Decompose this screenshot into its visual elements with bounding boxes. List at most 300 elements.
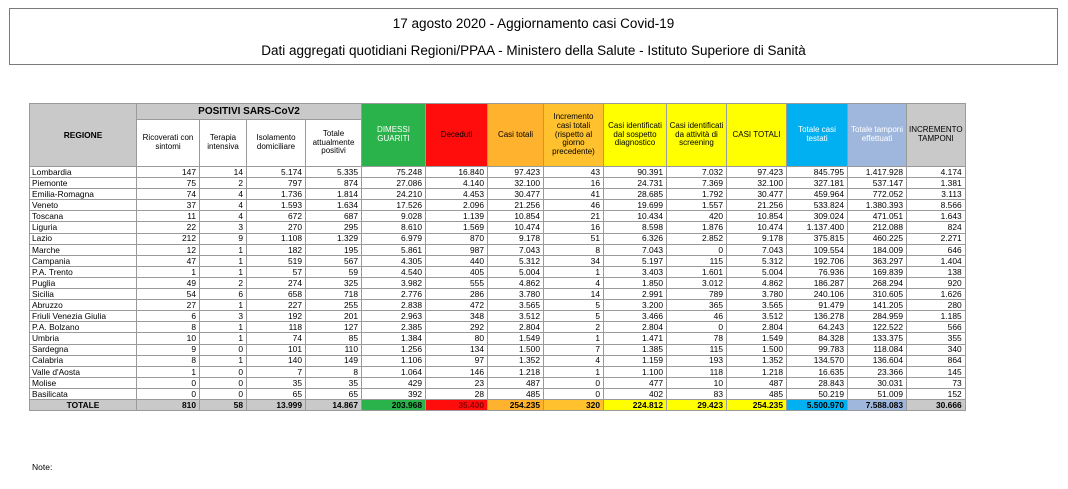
table-cell: 51.009 [848,388,907,399]
table-cell: 1.471 [604,333,667,344]
casi-sospetto-diagnostico-header: Casi identificati dal sospetto diagnostico [604,104,667,167]
table-cell: 2 [200,277,247,288]
table-cell: 5.174 [247,167,306,178]
total-cell: 224.812 [604,399,667,410]
table-cell: 1.626 [907,289,966,300]
table-cell: 4 [200,211,247,222]
table-cell: 1.106 [362,355,426,366]
table-cell: 0 [667,322,727,333]
table-cell: 1.385 [604,344,667,355]
table-cell: 14 [200,167,247,178]
table-cell: 133.375 [848,333,907,344]
table-cell: 101 [247,344,306,355]
table-cell: 75 [137,178,200,189]
notes-label: Note: [32,462,53,472]
region-name: Piemonte [30,178,137,189]
table-row [30,388,966,399]
table-cell: 7 [247,366,306,377]
table-cell: 65 [306,388,362,399]
table-row [30,366,966,377]
table-cell: 1.218 [727,366,787,377]
table-cell: 1.643 [907,211,966,222]
table-cell: 355 [907,333,966,344]
table-cell: 7.043 [488,244,544,255]
table-row [30,211,966,222]
table-cell: 566 [907,322,966,333]
table-cell: 34 [544,255,604,266]
table-cell: 27 [137,300,200,311]
total-cell: 254.235 [488,399,544,410]
table-row [30,311,966,322]
table-cell: 16 [544,178,604,189]
table-cell: 78 [667,333,727,344]
table-cell: 789 [667,289,727,300]
table-cell: 4.862 [488,277,544,288]
table-row [30,322,966,333]
table-cell: 1.380.393 [848,200,907,211]
table-cell: 9.178 [727,233,787,244]
table-cell: 240.106 [787,289,848,300]
table-cell: 10 [137,333,200,344]
table-cell: 845.795 [787,167,848,178]
region-name: Basilicata [30,388,137,399]
report-title: 17 agosto 2020 - Aggiornamento casi Covid-19 [392,16,675,31]
table-cell: 30.477 [488,189,544,200]
table-cell: 23.366 [848,366,907,377]
table-cell: 64.243 [787,322,848,333]
table-row [30,222,966,233]
table-cell: 2.385 [362,322,426,333]
table-cell: 41 [544,189,604,200]
table-cell: 363.297 [848,255,907,266]
covid-data-table [29,103,966,411]
table-cell: 118.084 [848,344,907,355]
table-cell: 10.474 [727,222,787,233]
totale-tamponi-header: Totale tamponi effettuati [848,104,907,167]
table-cell: 870 [426,233,488,244]
table-cell: 4.862 [727,277,787,288]
table-row [30,344,966,355]
table-cell: 1.159 [604,355,667,366]
totale-casi-testati-header: Totale casi testati [787,104,848,167]
table-cell: 3.466 [604,311,667,322]
region-name: Calabria [30,355,137,366]
region-name: Campania [30,255,137,266]
table-cell: 1 [137,366,200,377]
table-cell: 22 [137,222,200,233]
table-cell: 772.052 [848,189,907,200]
table-cell: 24.210 [362,189,426,200]
table-cell: 672 [247,211,306,222]
table-cell: 4.140 [426,178,488,189]
table-cell: 1 [200,322,247,333]
table-cell: 30.477 [727,189,787,200]
table-cell: 1 [200,333,247,344]
deceduti-header: Deceduti [426,104,488,167]
table-cell: 555 [426,277,488,288]
table-cell: 4 [200,200,247,211]
region-name: Sicilia [30,289,137,300]
table-cell: 2.271 [907,233,966,244]
table-cell: 24.731 [604,178,667,189]
table-cell: 687 [306,211,362,222]
table-cell: 109.554 [787,244,848,255]
table-cell: 485 [488,388,544,399]
table-cell: 5.335 [306,167,362,178]
table-cell: 1 [200,266,247,277]
table-cell: 10.854 [727,211,787,222]
table-cell: 797 [247,178,306,189]
table-cell: 7.032 [667,167,727,178]
table-cell: 118 [247,322,306,333]
table-cell: 134.570 [787,355,848,366]
table-cell: 874 [306,178,362,189]
total-cell: 810 [137,399,200,410]
table-cell: 429 [362,377,426,388]
table-cell: 9 [137,344,200,355]
total-label: TOTALE [30,399,137,410]
table-cell: 1.417.928 [848,167,907,178]
table-cell: 28.843 [787,377,848,388]
table-cell: 8 [137,322,200,333]
table-cell: 127 [306,322,362,333]
table-cell: 59 [306,266,362,277]
table-cell: 987 [426,244,488,255]
table-cell: 8.566 [907,200,966,211]
table-cell: 115 [667,255,727,266]
table-cell: 23 [426,377,488,388]
table-cell: 824 [907,222,966,233]
table-cell: 201 [306,311,362,322]
table-cell: 459.964 [787,189,848,200]
table-cell: 1 [200,255,247,266]
table-cell: 1.218 [488,366,544,377]
table-cell: 1.634 [306,200,362,211]
region-name: Valle d'Aosta [30,366,137,377]
table-cell: 1 [137,266,200,277]
table-cell: 533.824 [787,200,848,211]
total-cell: 13.999 [247,399,306,410]
incremento-tamponi-header: INCREMENTO TAMPONI [907,104,966,167]
table-cell: 17.526 [362,200,426,211]
table-cell: 16.840 [426,167,488,178]
region-name: Emilia-Romagna [30,189,137,200]
table-cell: 140 [247,355,306,366]
table-cell: 118 [667,366,727,377]
table-cell: 136.278 [787,311,848,322]
region-name: Lombardia [30,167,137,178]
table-cell: 3 [200,222,247,233]
table-cell: 286 [426,289,488,300]
table-cell: 192.706 [787,255,848,266]
casi-screening-header: Casi identificati da attività di screening [667,104,727,167]
ricoverati-header: Ricoverati con sintomi [137,120,200,167]
table-cell: 471.051 [848,211,907,222]
table-cell: 11 [137,211,200,222]
table-cell: 1.736 [247,189,306,200]
table-cell: 193 [667,355,727,366]
table-cell: 10.474 [488,222,544,233]
table-cell: 74 [137,189,200,200]
table-cell: 1.593 [247,200,306,211]
table-cell: 1 [544,333,604,344]
table-cell: 54 [137,289,200,300]
table-cell: 28.685 [604,189,667,200]
isolamento-header: Isolamento domiciliare [247,120,306,167]
table-cell: 1.384 [362,333,426,344]
table-cell: 5.861 [362,244,426,255]
table-row [30,377,966,388]
table-cell: 4.305 [362,255,426,266]
region-name: Sardegna [30,344,137,355]
region-name: Veneto [30,200,137,211]
table-cell: 184.009 [848,244,907,255]
table-cell: 149 [306,355,362,366]
table-cell: 1.814 [306,189,362,200]
table-cell: 2.963 [362,311,426,322]
table-cell: 19.699 [604,200,667,211]
table-row [30,255,966,266]
table-cell: 1.100 [604,366,667,377]
table-cell: 3.982 [362,277,426,288]
table-cell: 472 [426,300,488,311]
table-cell: 1.876 [667,222,727,233]
table-cell: 10.434 [604,211,667,222]
table-cell: 1.569 [426,222,488,233]
table-cell: 0 [137,377,200,388]
table-cell: 864 [907,355,966,366]
table-cell: 392 [362,388,426,399]
table-cell: 1.185 [907,311,966,322]
table-cell: 8.598 [604,222,667,233]
table-cell: 310.605 [848,289,907,300]
table-cell: 1.352 [488,355,544,366]
report-subtitle: Dati aggregati quotidiani Regioni/PPAA - Ministero della Salute - Istituto Superiore di Sanità [261,43,806,58]
table-cell: 2.776 [362,289,426,300]
table-cell: 5.004 [727,266,787,277]
table-cell: 21.256 [488,200,544,211]
table-cell: 8.610 [362,222,426,233]
table-cell: 46 [667,311,727,322]
table-cell: 57 [247,266,306,277]
table-row [30,266,966,277]
table-cell: 182 [247,244,306,255]
region-name: Abruzzo [30,300,137,311]
table-cell: 280 [907,300,966,311]
total-cell: 320 [544,399,604,410]
table-cell: 43 [544,167,604,178]
table-cell: 50.219 [787,388,848,399]
table-cell: 195 [306,244,362,255]
table-cell: 402 [604,388,667,399]
region-name: Umbria [30,333,137,344]
table-cell: 49 [137,277,200,288]
table-cell: 0 [200,344,247,355]
table-cell: 8 [306,366,362,377]
table-cell: 1.404 [907,255,966,266]
table-cell: 718 [306,289,362,300]
table-cell: 152 [907,388,966,399]
table-cell: 2.096 [426,200,488,211]
table-row [30,289,966,300]
region-header: REGIONE [30,104,137,167]
positivi-group-header: POSITIVI SARS-CoV2 [137,104,362,120]
table-cell: 37 [137,200,200,211]
total-cell: 5.500.970 [787,399,848,410]
table-cell: 3.403 [604,266,667,277]
table-cell: 5.004 [488,266,544,277]
table-cell: 1.500 [727,344,787,355]
table-cell: 340 [907,344,966,355]
region-name: Molise [30,377,137,388]
table-cell: 47 [137,255,200,266]
table-cell: 2.838 [362,300,426,311]
table-cell: 658 [247,289,306,300]
table-cell: 110 [306,344,362,355]
total-cell: 203.968 [362,399,426,410]
table-cell: 212 [137,233,200,244]
region-name: P.A. Bolzano [30,322,137,333]
table-cell: 3.780 [727,289,787,300]
table-cell: 46 [544,200,604,211]
attualmente-positivi-header: Totale attualmente positivi [306,120,362,167]
table-cell: 147 [137,167,200,178]
table-cell: 7.043 [727,244,787,255]
table-cell: 8 [544,244,604,255]
table-cell: 6 [200,289,247,300]
casi-totali-header: Casi totali [488,104,544,167]
table-cell: 14 [544,289,604,300]
table-cell: 21 [544,211,604,222]
total-row [30,399,966,410]
table-cell: 1.329 [306,233,362,244]
table-cell: 21.256 [727,200,787,211]
table-cell: 32.100 [488,178,544,189]
table-cell: 1 [200,355,247,366]
table-cell: 1.256 [362,344,426,355]
table-cell: 3.565 [727,300,787,311]
table-cell: 134 [426,344,488,355]
table-cell: 3 [200,311,247,322]
table-cell: 73 [907,377,966,388]
table-cell: 567 [306,255,362,266]
total-cell: 29.423 [667,399,727,410]
table-cell: 16.635 [787,366,848,377]
table-cell: 920 [907,277,966,288]
total-cell: 35.400 [426,399,488,410]
table-cell: 30.031 [848,377,907,388]
table-cell: 1.850 [604,277,667,288]
table-cell: 84.328 [787,333,848,344]
table-cell: 485 [727,388,787,399]
table-cell: 80 [426,333,488,344]
table-cell: 3.200 [604,300,667,311]
table-cell: 35 [306,377,362,388]
table-cell: 274 [247,277,306,288]
table-row [30,200,966,211]
table-cell: 5.312 [488,255,544,266]
table-cell: 4.540 [362,266,426,277]
table-cell: 6.326 [604,233,667,244]
table-cell: 28 [426,388,488,399]
table-cell: 10.854 [488,211,544,222]
table-cell: 420 [667,211,727,222]
table-row [30,277,966,288]
table-cell: 9 [200,233,247,244]
table-cell: 537.147 [848,178,907,189]
table-cell: 192 [247,311,306,322]
table-cell: 7.369 [667,178,727,189]
table-cell: 460.225 [848,233,907,244]
table-cell: 3.565 [488,300,544,311]
table-cell: 35 [247,377,306,388]
table-cell: 4 [544,355,604,366]
table-cell: 1.352 [727,355,787,366]
table-cell: 405 [426,266,488,277]
table-cell: 3.512 [488,311,544,322]
total-cell: 14.867 [306,399,362,410]
table-cell: 65 [247,388,306,399]
table-cell: 2.804 [604,322,667,333]
table-cell: 2.804 [488,322,544,333]
table-cell: 0 [544,377,604,388]
table-cell: 3.512 [727,311,787,322]
table-cell: 309.024 [787,211,848,222]
table-cell: 9.028 [362,211,426,222]
table-cell: 115 [667,344,727,355]
table-cell: 3.780 [488,289,544,300]
total-cell: 7.588.083 [848,399,907,410]
table-cell: 477 [604,377,667,388]
table-cell: 0 [667,244,727,255]
table-cell: 16 [544,222,604,233]
table-cell: 0 [200,388,247,399]
table-cell: 2 [200,178,247,189]
table-cell: 146 [426,366,488,377]
table-cell: 270 [247,222,306,233]
total-cell: 254.235 [727,399,787,410]
table-cell: 90.391 [604,167,667,178]
table-cell: 487 [488,377,544,388]
incremento-casi-header: Incremento casi totali (rispetto al giorno precedente) [544,104,604,167]
table-cell: 2.804 [727,322,787,333]
table-cell: 292 [426,322,488,333]
table-cell: 8 [137,355,200,366]
region-name: Liguria [30,222,137,233]
table-cell: 2.991 [604,289,667,300]
table-cell: 32.100 [727,178,787,189]
table-cell: 227 [247,300,306,311]
table-cell: 145 [907,366,966,377]
casi-totali-upper-header: CASI TOTALI [727,104,787,167]
table-row [30,233,966,244]
table-cell: 97.423 [727,167,787,178]
table-cell: 4.174 [907,167,966,178]
region-name: Puglia [30,277,137,288]
table-cell: 268.294 [848,277,907,288]
table-cell: 12 [137,244,200,255]
table-cell: 0 [200,377,247,388]
table-cell: 97 [426,355,488,366]
region-name: Marche [30,244,137,255]
table-cell: 5.312 [727,255,787,266]
table-cell: 122.522 [848,322,907,333]
table-cell: 5 [544,311,604,322]
table-cell: 1.381 [907,178,966,189]
table-cell: 1 [200,300,247,311]
table-cell: 375.815 [787,233,848,244]
table-cell: 284.959 [848,311,907,322]
